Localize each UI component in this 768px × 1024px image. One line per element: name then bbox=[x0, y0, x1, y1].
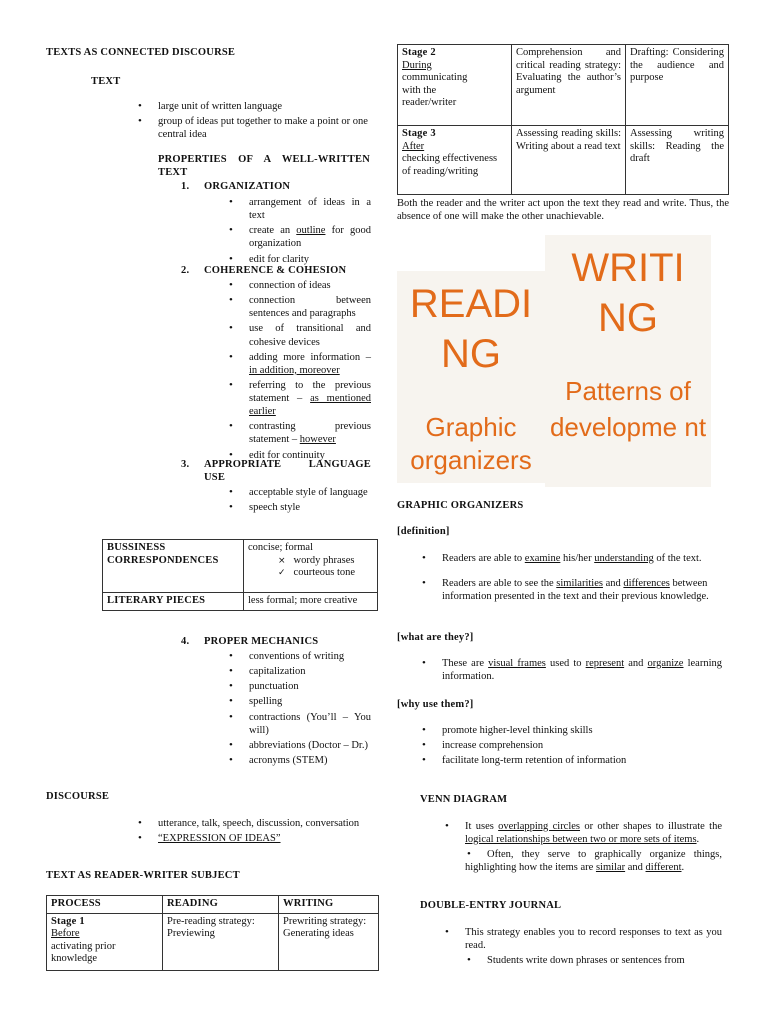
p1-title: ORGANIZATION bbox=[204, 181, 291, 192]
reading-card-subtitle: Graphic organizers bbox=[410, 412, 532, 475]
stage-table bbox=[397, 44, 729, 195]
what-label: [what are they?] bbox=[397, 632, 474, 643]
list-item: • connection of ideas bbox=[249, 279, 371, 292]
venn-bullets bbox=[465, 820, 722, 877]
p4-number: 4. bbox=[181, 636, 190, 647]
double-entry-heading: DOUBLE-ENTRY JOURNAL bbox=[420, 900, 562, 911]
p1-number: 1. bbox=[181, 181, 190, 192]
x-icon: × bbox=[278, 555, 286, 566]
p2-title: COHERENCE & COHESION bbox=[204, 265, 347, 276]
p3-bullets bbox=[249, 486, 371, 516]
list-item: • Readers are able to examine his/her understanding of the text. bbox=[442, 552, 722, 565]
list-item: • edit for continuity bbox=[249, 449, 371, 462]
list-item: • connection between sentences and paragraphs bbox=[249, 294, 371, 320]
list-item: • group of ideas put together to make a point or one central idea bbox=[158, 115, 373, 141]
reading-card bbox=[397, 271, 545, 483]
table-cell: Stage 2 During communicating with the reader/writer bbox=[398, 45, 512, 126]
graphic-organizers-heading: GRAPHIC ORGANIZERS bbox=[397, 500, 524, 511]
p3-title: APPROPRIATE LANGUAGE USE bbox=[204, 459, 371, 484]
table-row bbox=[47, 913, 379, 970]
list-item: • speech style bbox=[249, 501, 371, 514]
table-cell: less formal; more creative bbox=[244, 593, 378, 611]
list-item: • acronyms (STEM) bbox=[249, 754, 371, 767]
list-item: • These are visual frames used to represent and organize learning information. bbox=[442, 657, 722, 683]
text-bullets bbox=[158, 100, 373, 143]
writing-card-title: WRITI NG bbox=[571, 246, 685, 340]
check-icon: ✓ bbox=[278, 568, 286, 579]
p1-bullets bbox=[249, 196, 371, 268]
p4-title: PROPER MECHANICS bbox=[204, 636, 319, 647]
table-row bbox=[103, 540, 378, 593]
p4-bullets bbox=[249, 650, 371, 769]
list-item: • punctuation bbox=[249, 680, 371, 693]
what-bullets bbox=[442, 657, 722, 685]
list-item: • contractions (You’ll – You will) bbox=[249, 711, 371, 737]
text-heading: TEXT bbox=[91, 76, 121, 87]
writing-card bbox=[545, 235, 711, 487]
table-cell: Stage 3 After checking effectiveness of reading/writing bbox=[398, 126, 512, 195]
list-item: • acceptable style of language bbox=[249, 486, 371, 499]
venn-heading: VENN DIAGRAM bbox=[420, 794, 508, 805]
why-bullets bbox=[442, 724, 722, 769]
table-cell: READING bbox=[163, 896, 279, 914]
list-item: • arrangement of ideas in a text bbox=[249, 196, 371, 222]
why-label: [why use them?] bbox=[397, 699, 474, 710]
list-item: • “EXPRESSION OF IDEAS” bbox=[158, 832, 371, 845]
list-item: • capitalization bbox=[249, 665, 371, 678]
table-row bbox=[103, 593, 378, 611]
list-item: • abbreviations (Doctor – Dr.) bbox=[249, 739, 371, 752]
list-item: • Readers are able to see the similarities and differences between information presented in the text and their previous knowledge. bbox=[442, 577, 722, 603]
table-cell: Prewriting strategy: Generating ideas bbox=[279, 913, 379, 970]
table-cell: Pre-reading strategy: Previewing bbox=[163, 913, 279, 970]
discourse-heading: DISCOURSE bbox=[46, 791, 110, 802]
table-cell: Stage 1 Before activating prior knowledge bbox=[47, 913, 163, 970]
definition-bullets bbox=[442, 552, 722, 605]
table-cell: PROCESS bbox=[47, 896, 163, 914]
list-item: • Students write down phrases or sentences from bbox=[465, 954, 722, 967]
table-cell: Assessing writing skills: Reading the draft bbox=[626, 126, 729, 195]
definition-label: [definition] bbox=[397, 526, 450, 537]
list-item: • facilitate long-term retention of information bbox=[442, 754, 722, 767]
table-cell: Drafting: Considering the audience and purpose bbox=[626, 45, 729, 126]
writing-card-subtitle: Patterns of developme nt bbox=[549, 376, 707, 442]
reader-writer-heading: TEXT AS READER-WRITER SUBJECT bbox=[46, 870, 240, 881]
main-title: TEXTS AS CONNECTED DISCOURSE bbox=[46, 47, 236, 58]
list-item: • adding more information – in addition, moreover bbox=[249, 351, 371, 377]
list-item: • promote higher-level thinking skills bbox=[442, 724, 722, 737]
table-cell: LITERARY PIECES bbox=[103, 593, 244, 611]
list-item: • increase comprehension bbox=[442, 739, 722, 752]
p2-bullets bbox=[249, 279, 371, 464]
list-item: • create an outline for good organization bbox=[249, 224, 371, 250]
list-item: • conventions of writing bbox=[249, 650, 371, 663]
discourse-bullets bbox=[158, 817, 371, 847]
list-item: • It uses overlapping circles or other shapes to illustrate the logical relationships between two or more sets of items. bbox=[465, 820, 722, 846]
both-paragraph: Both the reader and the writer act upon the text they read and write. Thus, the absence of one will make the other unachievable. bbox=[397, 198, 729, 223]
table-row bbox=[398, 126, 729, 195]
p3-number: 3. bbox=[181, 459, 190, 470]
list-item: • referring to the previous statement – as mentioned earlier bbox=[249, 379, 371, 418]
properties-heading: PROPERTIES OF A WELL-WRITTEN TEXT bbox=[158, 154, 370, 179]
table-row bbox=[398, 45, 729, 126]
list-item: • contrasting previous statement – however bbox=[249, 420, 371, 446]
list-item: • edit for clarity bbox=[249, 253, 371, 266]
table-cell: WRITING bbox=[279, 896, 379, 914]
double-entry-bullets bbox=[465, 926, 722, 969]
list-item: • large unit of written language bbox=[158, 100, 373, 113]
list-item: • Often, they serve to graphically organize things, highlighting how the items are similar and different. bbox=[465, 848, 722, 874]
p2-number: 2. bbox=[181, 265, 190, 276]
table-cell: BUSSINESS CORRESPONDENCES bbox=[103, 540, 244, 593]
table-cell: concise; formal × wordy phrases ✓ courteous tone bbox=[244, 540, 378, 593]
table-cell: Assessing reading skills: Writing about a read text bbox=[512, 126, 626, 195]
list-item: • This strategy enables you to record responses to text as you read. bbox=[465, 926, 722, 952]
table-row bbox=[47, 896, 379, 914]
language-style-table bbox=[102, 539, 378, 611]
list-item: • spelling bbox=[249, 695, 371, 708]
reading-card-title: READI NG bbox=[409, 282, 533, 376]
table-cell: Comprehension and critical reading strategy: Evaluating the author’s argument bbox=[512, 45, 626, 126]
list-item: • use of transitional and cohesive devices bbox=[249, 322, 371, 348]
list-item: • utterance, talk, speech, discussion, conversation bbox=[158, 817, 371, 830]
reader-writer-table bbox=[46, 895, 379, 971]
